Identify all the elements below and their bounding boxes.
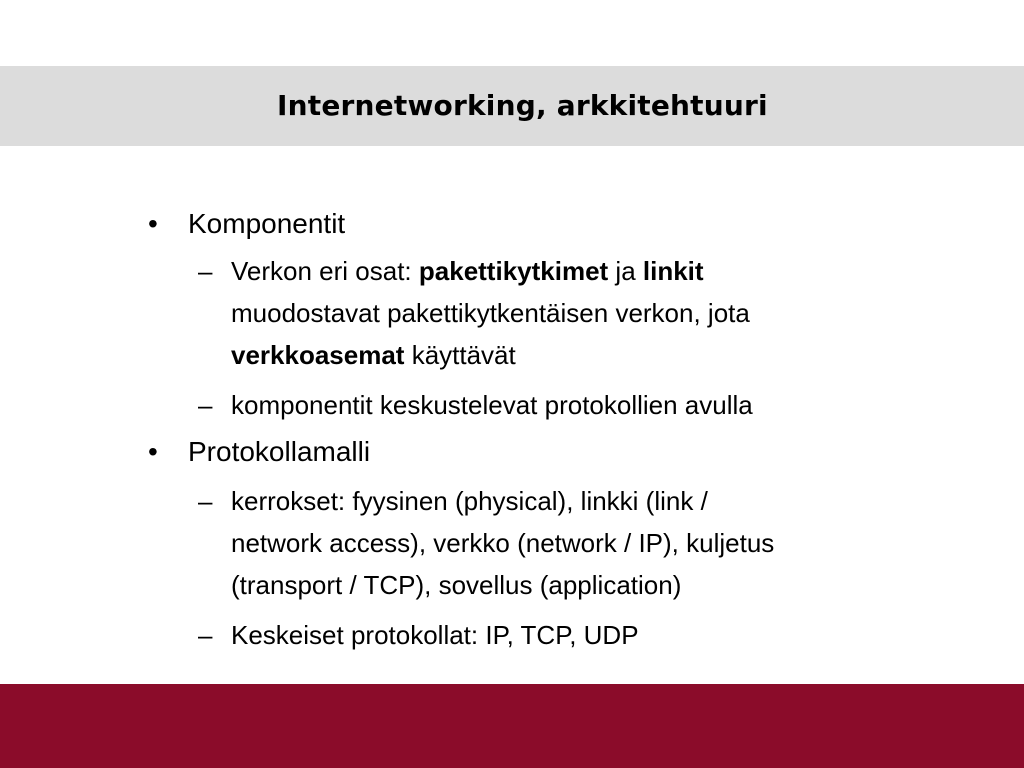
bold-term-pakettikytkimet: pakettikytkimet [418, 256, 609, 286]
text-run: käyttävät [404, 340, 516, 370]
bullet-marker: • [148, 436, 158, 467]
dash-marker: – [198, 486, 213, 516]
dash-marker: – [198, 620, 213, 650]
bold-term-verkkoasemat: verkkoasemat [231, 340, 405, 370]
sub-bullet-line: komponentit keskustelevat protokollien avulla [231, 390, 753, 420]
sub-bullet-line: (transport / TCP), sovellus (application) [231, 570, 682, 600]
bullet-marker: • [148, 208, 158, 239]
slide-title: Internetworking, arkkitehtuuri [277, 89, 768, 122]
bullet-text: Komponentit [188, 208, 346, 239]
sub-bullet-line: muodostavat pakettikytkentäisen verkon, jota [231, 298, 750, 328]
dash-marker: – [198, 390, 213, 420]
bullet-text: Protokollamalli [188, 436, 371, 467]
sub-bullet-line: network access), verkko (network / IP), kuljetus [231, 528, 775, 558]
bold-term-linkit: linkit [642, 256, 704, 286]
dash-marker: – [198, 256, 213, 286]
title-band [0, 66, 1024, 146]
sub-bullet-line [231, 338, 516, 372]
sub-bullet-line [231, 254, 704, 288]
text-run: Verkon eri osat: [231, 256, 419, 286]
sub-bullet-line: kerrokset: fyysinen (physical), linkki (link / [231, 486, 708, 516]
sub-bullet-line: Keskeiset protokollat: IP, TCP, UDP [231, 620, 639, 650]
footer-band [0, 684, 1024, 768]
text-run: ja [608, 256, 643, 286]
